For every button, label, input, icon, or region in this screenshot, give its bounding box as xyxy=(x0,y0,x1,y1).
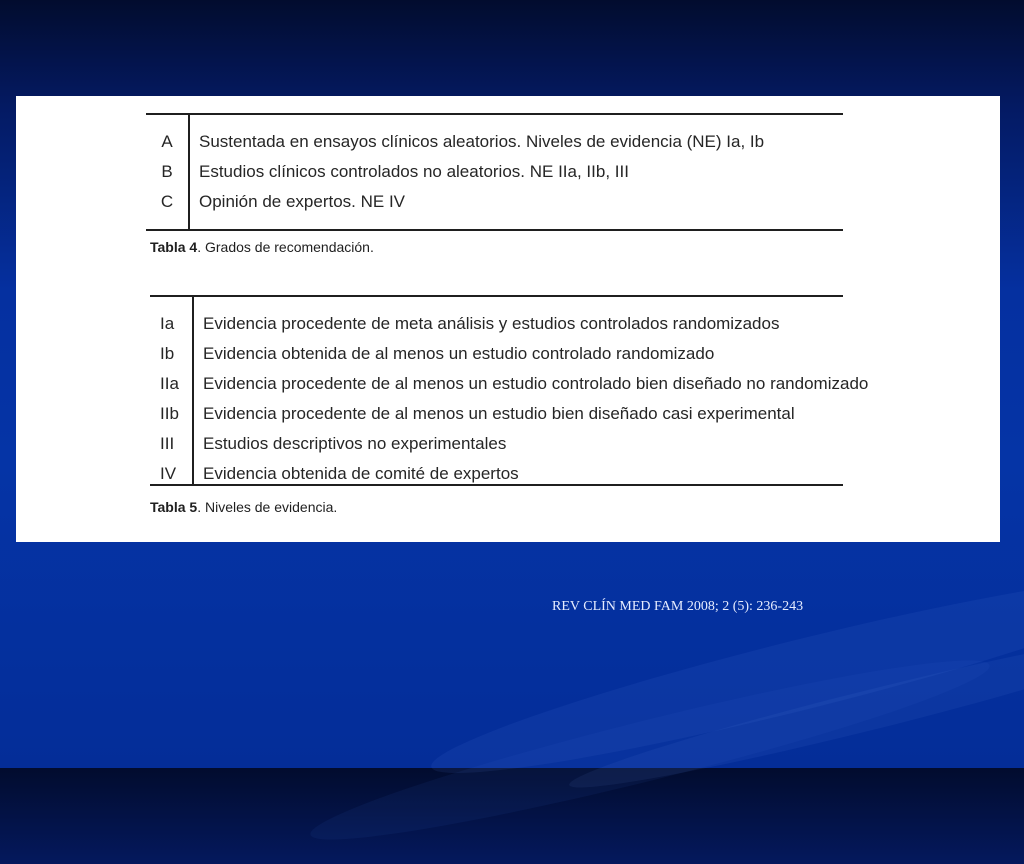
level-code: Ia xyxy=(160,314,175,333)
level-description: Evidencia procedente de meta análisis y estudios controlados randomizados xyxy=(203,314,780,333)
citation-text: REV CLÍN MED FAM 2008; 2 (5): 236-243 xyxy=(552,599,804,614)
table-5-caption xyxy=(150,498,337,516)
level-description: Estudios descriptivos no experimentales xyxy=(203,434,507,453)
table-4-recommendation-grades xyxy=(146,113,843,231)
level-code: III xyxy=(160,434,175,453)
grade-code: B xyxy=(161,162,173,181)
table-4-caption xyxy=(150,238,374,256)
grade-description: Sustentada en ensayos clínicos aleatorios. Niveles de evidencia (NE) Ia, Ib xyxy=(199,132,765,151)
caption-label: Tabla 5 xyxy=(150,499,198,515)
table-row xyxy=(150,459,843,489)
table-row xyxy=(146,157,843,187)
grade-code: C xyxy=(160,192,174,211)
slide-image-panel xyxy=(16,96,1000,542)
level-code: IIa xyxy=(160,374,179,393)
table-row xyxy=(146,127,843,157)
grade-description: Opinión de expertos. NE IV xyxy=(199,192,406,211)
table-row xyxy=(150,399,843,429)
table-row xyxy=(150,369,869,399)
caption-label: Tabla 4 xyxy=(150,239,198,255)
caption-text: . Grados de recomendación. xyxy=(197,239,374,255)
level-description: Evidencia procedente de al menos un estudio controlado bien diseñado no randomizado xyxy=(203,374,869,393)
grade-description: Estudios clínicos controlados no aleatorios. NE IIa, IIb, III xyxy=(199,162,629,181)
level-code: IIb xyxy=(160,404,179,423)
level-code: IV xyxy=(160,464,177,483)
table-5-evidence-levels xyxy=(150,295,869,486)
table-row xyxy=(146,187,843,217)
grade-code: A xyxy=(161,132,173,151)
table-row xyxy=(150,429,843,459)
level-code: Ib xyxy=(160,344,175,363)
level-description: Evidencia obtenida de comité de expertos xyxy=(203,464,519,483)
table-row xyxy=(150,309,843,339)
background-swoosh xyxy=(303,636,997,864)
table-row xyxy=(150,339,843,369)
caption-text: . Niveles de evidencia. xyxy=(197,499,338,515)
level-description: Evidencia procedente de al menos un estudio bien diseñado casi experimental xyxy=(203,404,795,423)
level-description: Evidencia obtenida de al menos un estudio controlado randomizado xyxy=(203,344,715,363)
